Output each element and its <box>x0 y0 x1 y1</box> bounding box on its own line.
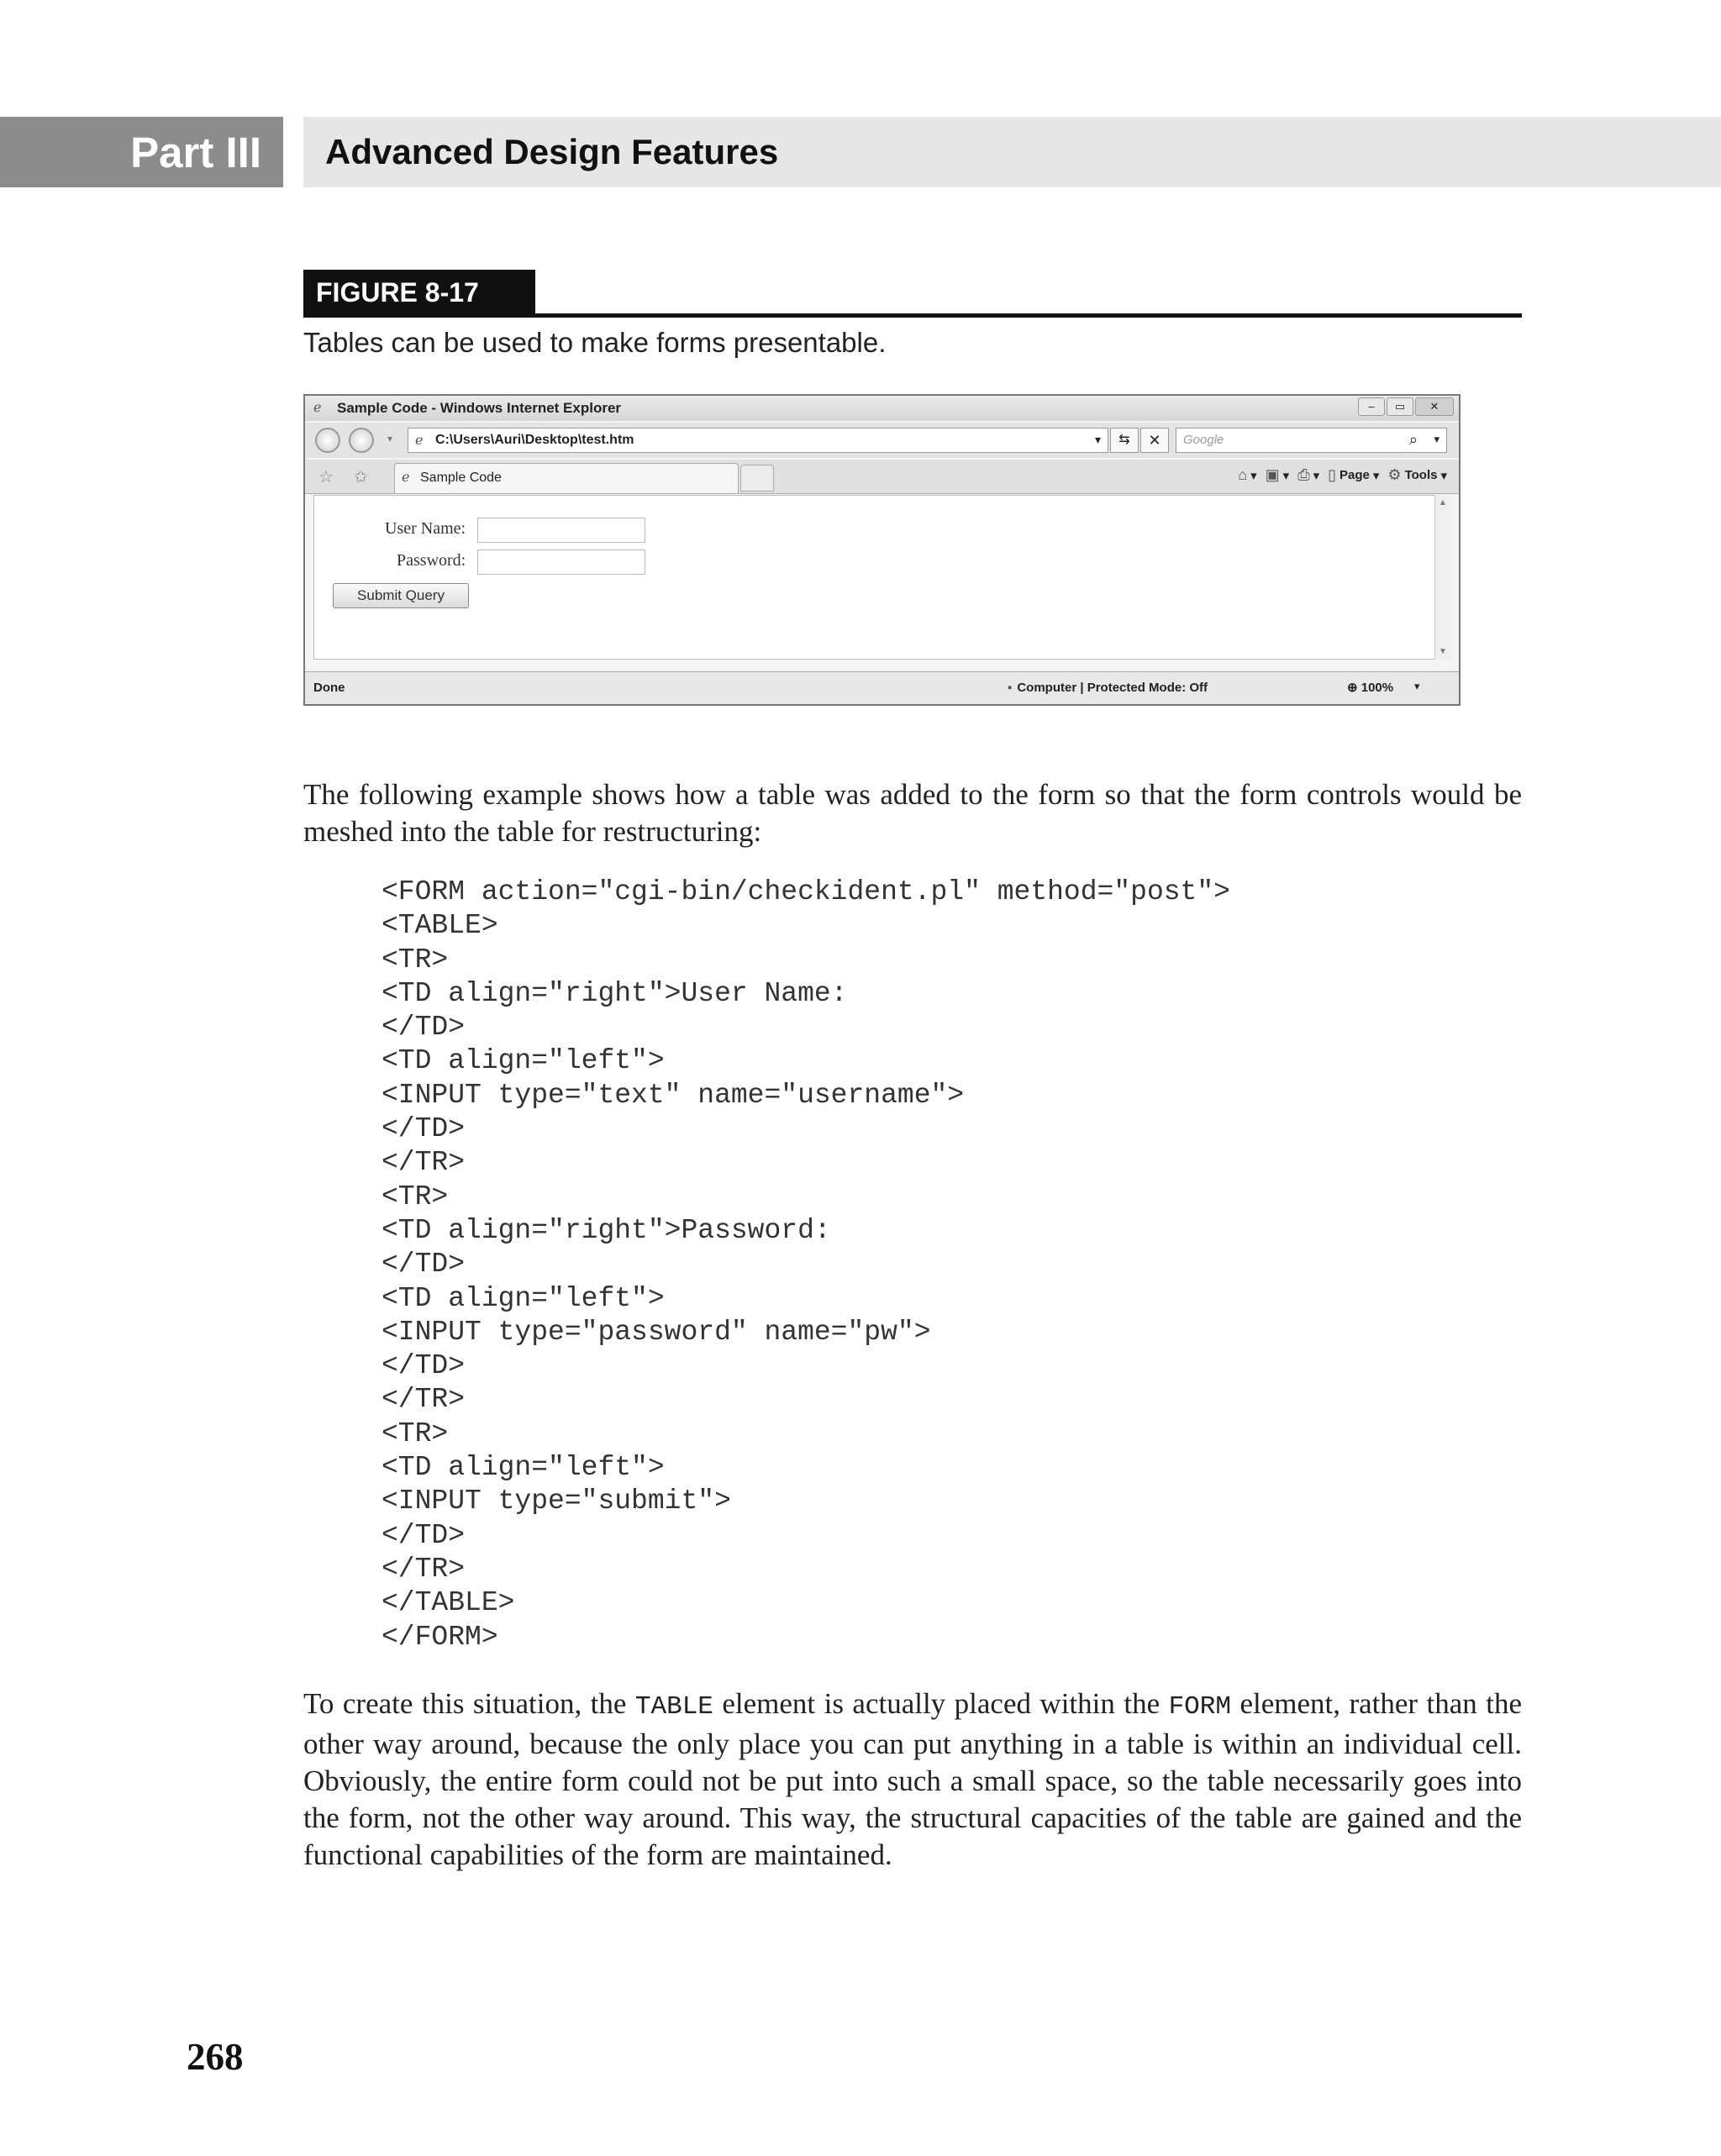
code-line: </TD> <box>382 1519 466 1551</box>
username-input[interactable] <box>477 518 645 543</box>
back-icon[interactable] <box>315 428 340 453</box>
new-tab-button[interactable] <box>740 465 774 492</box>
add-favorites-icon[interactable]: ✩ <box>354 468 368 486</box>
code-line: <INPUT type="password" name="pw"> <box>382 1316 931 1348</box>
code-line: <TD align="left"> <box>382 1282 665 1314</box>
inline-code-form: FORM <box>1168 1692 1231 1722</box>
code-line: </TABLE> <box>382 1587 515 1619</box>
zoom-dropdown-icon[interactable]: ▾ <box>1414 680 1420 692</box>
window-titlebar <box>305 396 1459 421</box>
submit-query-button[interactable]: Submit Query <box>333 583 469 608</box>
minimize-button[interactable]: – <box>1358 397 1385 416</box>
refresh-icon[interactable]: ⇆ <box>1110 428 1139 453</box>
tab-label: Sample Code <box>420 471 502 485</box>
address-dropdown-icon[interactable]: ▾ <box>1094 433 1101 446</box>
search-placeholder: Google <box>1183 433 1224 447</box>
vertical-scrollbar[interactable] <box>1434 495 1452 660</box>
security-zone-text: Computer | Protected Mode: Off <box>1017 681 1208 695</box>
code-line: <TR> <box>382 1417 449 1449</box>
computer-icon: ▪ <box>1008 681 1013 695</box>
code-line: <TD align="left"> <box>382 1452 665 1484</box>
code-line: <TR> <box>382 1181 449 1212</box>
code-line: <FORM action="cgi-bin/checkident.pl" method="post"> <box>382 876 1230 907</box>
address-row <box>305 423 1459 458</box>
browser-window <box>303 394 1460 706</box>
address-bar[interactable] <box>408 428 1108 453</box>
password-input[interactable] <box>477 550 645 575</box>
zoom-level[interactable] <box>1347 680 1393 695</box>
window-controls <box>1358 397 1454 416</box>
tools-menu[interactable]: ⚙ Tools ▾ <box>1387 466 1447 483</box>
tab-ie-icon: ℯ <box>402 471 410 485</box>
search-input[interactable] <box>1176 428 1447 453</box>
closing-text: element, rather than the other way around, because the only place you can put anything in a table is within an individual cell. Obviously, the entire form could not be put into such a small space, so the table necessarily goes into the form, not the other way around. This way, the structural capacities of the table are gained and the functional capabilities of the form are maintained. <box>303 1687 1522 1871</box>
page-number: 268 <box>187 2036 244 2078</box>
page-content <box>313 495 1439 660</box>
username-label: User Name: <box>385 519 466 538</box>
code-line: </TR> <box>382 1553 466 1585</box>
feeds-button[interactable]: ▣ ▾ <box>1265 466 1290 483</box>
code-line: </TD> <box>382 1249 466 1280</box>
search-icon[interactable]: ⌕ <box>1408 431 1418 448</box>
recent-pages-dropdown-icon[interactable]: ▾ <box>387 433 393 444</box>
print-icon: ⎙ <box>1297 466 1310 483</box>
code-line: <TD align="right">Password: <box>382 1214 831 1246</box>
status-bar <box>305 671 1459 704</box>
security-zone <box>1008 681 1208 695</box>
chapter-title: Advanced Design Features <box>303 117 1721 187</box>
forward-icon[interactable] <box>349 428 374 453</box>
tools-icon: ⚙ <box>1387 466 1402 483</box>
command-bar <box>1238 466 1447 484</box>
figure-label: FIGURE 8-17 <box>303 270 535 316</box>
stop-icon[interactable]: ✕ <box>1140 428 1169 453</box>
code-line: <INPUT type="text" name="username"> <box>382 1079 965 1111</box>
page-menu[interactable]: ▯ Page ▾ <box>1328 466 1380 483</box>
code-line: <INPUT type="submit"> <box>382 1486 731 1517</box>
code-line: <TR> <box>382 944 449 975</box>
page-ie-icon: ℯ <box>415 434 424 448</box>
favorites-icon[interactable]: ☆ <box>318 468 334 486</box>
part-label: Part III <box>0 117 283 187</box>
tab-sample-code[interactable] <box>394 463 739 493</box>
code-line: <TABLE> <box>382 910 498 942</box>
closing-text: To create this situation, the <box>303 1687 635 1720</box>
code-line: <TD align="right">User Name: <box>382 977 848 1009</box>
intro-paragraph: The following example shows how a table was added to the form so that the form controls would be meshed into the table for restructuring: <box>303 778 1522 848</box>
figure-caption: Tables can be used to make forms presentable. <box>303 327 887 358</box>
page-icon: ▯ <box>1328 466 1337 483</box>
window-title: Sample Code - Windows Internet Explorer <box>337 400 622 416</box>
home-icon: ⌂ <box>1238 466 1248 483</box>
address-text: C:\Users\Auri\Desktop\test.htm <box>435 433 634 447</box>
code-listing <box>382 876 1230 1654</box>
scroll-up-icon[interactable]: ▲ <box>1439 498 1447 507</box>
code-line: </TR> <box>382 1384 466 1416</box>
ie-icon: ℯ <box>313 401 322 415</box>
print-button[interactable]: ⎙ ▾ <box>1297 466 1320 483</box>
close-button[interactable]: ✕ <box>1415 397 1454 416</box>
scroll-down-icon[interactable]: ▼ <box>1439 647 1447 656</box>
search-dropdown-icon[interactable]: ▾ <box>1434 433 1439 445</box>
tab-row <box>305 460 1459 494</box>
closing-text: element is actually placed within the <box>713 1687 1169 1720</box>
code-line: </TD> <box>382 1113 466 1145</box>
zoom-text: 100% <box>1360 681 1394 695</box>
home-button[interactable]: ⌂ ▾ <box>1238 466 1257 483</box>
closing-paragraph <box>303 1685 1522 1874</box>
feeds-icon: ▣ <box>1265 466 1280 483</box>
code-line: </TD> <box>382 1012 466 1044</box>
status-text: Done <box>313 681 345 695</box>
code-line: </TR> <box>382 1147 466 1179</box>
password-label: Password: <box>397 551 466 570</box>
inline-code-table: TABLE <box>634 1692 713 1722</box>
code-line: <TD align="left"> <box>382 1045 665 1077</box>
code-line: </TD> <box>382 1350 466 1382</box>
zoom-icon: ⊕ <box>1347 681 1361 695</box>
maximize-button[interactable]: ▭ <box>1387 397 1413 416</box>
code-line: </FORM> <box>382 1621 498 1653</box>
